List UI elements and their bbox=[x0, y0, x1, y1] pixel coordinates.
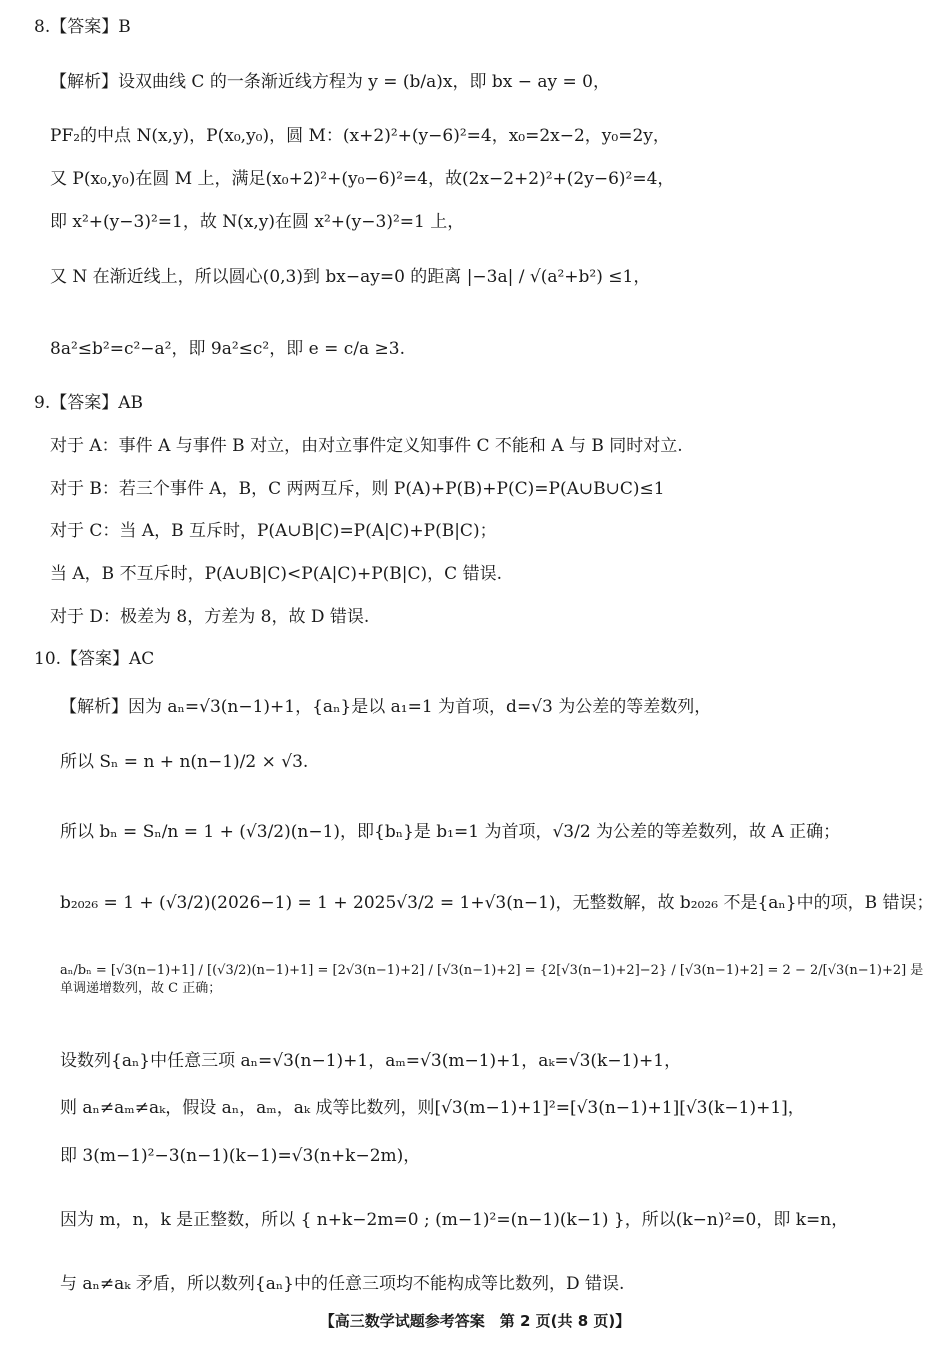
q10-solution-line: 设数列{aₙ}中任意三项 aₙ=√3(n−1)+1，aₘ=√3(m−1)+1，aₖ=√3(k−1)+1， bbox=[60, 1051, 682, 1071]
q9-solution-line: 对于 A：事件 A 与事件 B 对立，由对立事件定义知事件 C 不能和 A 与 B 同时对立. bbox=[50, 436, 683, 456]
q10-solution-line: 【解析】因为 aₙ=√3(n−1)+1，{aₙ}是以 a₁=1 为首项，d=√3 为公差的等差数列， bbox=[60, 697, 712, 717]
page-footer: 【高三数学试题参考答案 第 2 页(共 8 页)】 bbox=[319, 1312, 631, 1330]
q8-answer: 8.【答案】B bbox=[34, 17, 131, 37]
q10-solution-line: 所以 bₙ = Sₙ/n = 1 + (√3/2)(n−1)，即{bₙ}是 b₁=1 为首项，√3/2 为公差的等差数列，故 A 正确； bbox=[60, 822, 841, 842]
q8-solution-line: PF₂的中点 N(x,y)，P(x₀,y₀)，圆 M：(x+2)²+(y−6)²=4，x₀=2x−2，y₀=2y， bbox=[50, 126, 670, 146]
q8-solution-line: 又 N 在渐近线上，所以圆心(0,3)到 bx−ay=0 的距离 |−3a| / √(a²+b²) ≤1， bbox=[50, 267, 651, 287]
q10-solution-line: 所以 Sₙ = n + n(n−1)/2 × √3. bbox=[60, 752, 309, 772]
q8-solution-line: 即 x²+(y−3)²=1，故 N(x,y)在圆 x²+(y−3)²=1 上， bbox=[50, 212, 465, 232]
q8-solution-line: 8a²≤b²=c²−a²，即 9a²≤c²，即 e = c/a ≥3. bbox=[50, 339, 405, 359]
q8-solution-line: 又 P(x₀,y₀)在圆 M 上，满足(x₀+2)²+(y₀−6)²=4，故(2x−2+2)²+(2y−6)²=4， bbox=[50, 169, 675, 189]
q10-solution-line: 即 3(m−1)²−3(n−1)(k−1)=√3(n+k−2m)， bbox=[60, 1146, 421, 1166]
q9-solution-line: 当 A，B 不互斥时，P(A∪B|C)<P(A|C)+P(B|C)，C 错误. bbox=[50, 564, 502, 584]
q10-solution-line: 与 aₙ≠aₖ 矛盾，所以数列{aₙ}中的任意三项均不能构成等比数列，D 错误. bbox=[60, 1274, 625, 1294]
q9-answer: 9.【答案】AB bbox=[34, 393, 143, 413]
q10-solution-line: 则 aₙ≠aₘ≠aₖ，假设 aₙ，aₘ，aₖ 成等比数列，则[√3(m−1)+1]²=[√3(n−1)+1][√3(k−1)+1]， bbox=[60, 1098, 805, 1118]
q10-answer: 10.【答案】AC bbox=[34, 649, 155, 669]
q9-solution-line: 对于 C：当 A，B 互斥时，P(A∪B|C)=P(A|C)+P(B|C)； bbox=[50, 521, 497, 541]
q9-solution-line: 对于 D：极差为 8，方差为 8，故 D 错误. bbox=[50, 607, 370, 627]
q8-solution-line: 【解析】设双曲线 C 的一条渐近线方程为 y = (b/a)x，即 bx − ay = 0， bbox=[50, 72, 611, 92]
q10-solution-line: 因为 m，n，k 是正整数，所以 { n+k−2m=0 ; (m−1)²=(n−1)(k−1) }，所以(k−n)²=0，即 k=n， bbox=[60, 1210, 849, 1230]
q10-solution-line: aₙ/bₙ = [√3(n−1)+1] / [(√3/2)(n−1)+1] = [2√3(n−1)+2] / [√3(n−1)+2] = {2[√3(n−1)+2]−2} / [√3(n−1)+2] = 2 − 2/[√3(n−1)+2] 是单调递增数列，故 C 正确； bbox=[60, 963, 924, 996]
q9-solution-line: 对于 B：若三个事件 A，B，C 两两互斥，则 P(A)+P(B)+P(C)=P(A∪B∪C)≤1 bbox=[50, 479, 665, 499]
q10-solution-line: b₂₀₂₆ = 1 + (√3/2)(2026−1) = 1 + 2025√3/2 = 1+√3(n−1)，无整数解，故 b₂₀₂₆ 不是{aₙ}中的项，B 错误； bbox=[60, 893, 934, 913]
